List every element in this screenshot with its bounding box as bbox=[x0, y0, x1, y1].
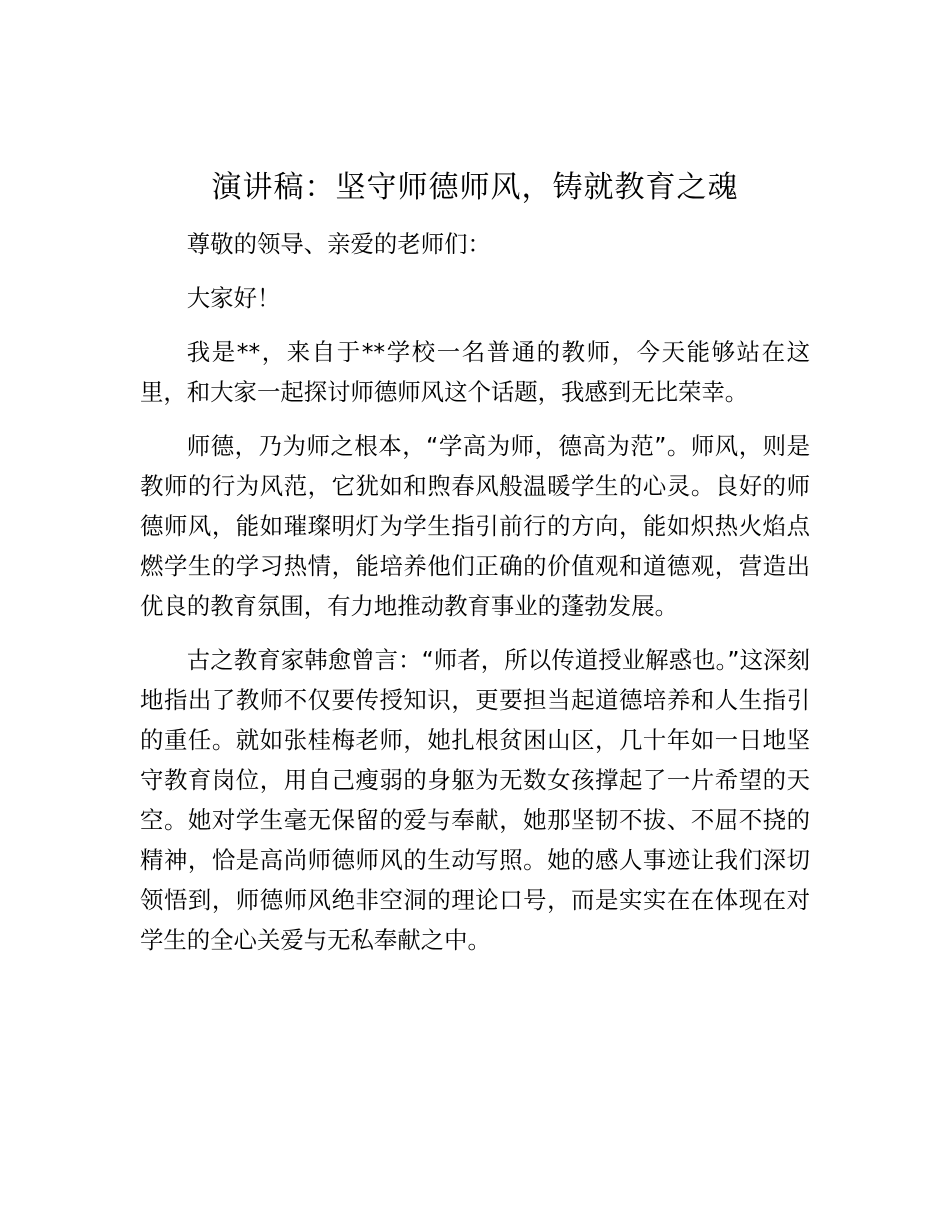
salutation-paragraph: 尊敬的领导、亲爱的老师们： bbox=[186, 230, 491, 258]
document-body bbox=[140, 224, 810, 974]
example-paragraph: 古之教育家韩愈曾言：“师者，所以传道授业解惑也。”这深刻地指出了教师不仅要传授知识，更要担当起道德培养和人生指引的重任。就如张桂梅老师，她扎根贫困山区，几十年如一日地坚守教育岗位，用自己瘦弱的身躯为无数女孩撑起了一片希望的天空。她对学生毫无保留的爱与奉献，她那坚韧不拔、不屈不挠的精神，恰是高尚师德师风的生动写照。她的感人事迹让我们深切领悟到，师德师风绝非空洞的理论口号，而是实实在在体现在对学生的全心关爱与无私奉献之中。 bbox=[140, 646, 810, 954]
greeting-paragraph: 大家好！ bbox=[186, 284, 281, 312]
intro-paragraph: 我是**，来自于**学校一名普通的教师，今天能够站在这里，和大家一起探讨师德师风这个话题，我感到无比荣幸。 bbox=[140, 338, 810, 406]
virtue-paragraph: 师德，乃为师之根本，“学高为师，德高为范”。师风，则是教师的行为风范，它犹如和煦春风般温暖学生的心灵。良好的师德师风，能如璀璨明灯为学生指引前行的方向，能如炽热火焰点燃学生的学习热情，能培养他们正确的价值观和道德观，营造出优良的教育氛围，有力地推动教育事业的蓬勃发展。 bbox=[140, 432, 810, 620]
document-title: 演讲稿：坚守师德师风，铸就教育之魂 bbox=[211, 170, 739, 205]
